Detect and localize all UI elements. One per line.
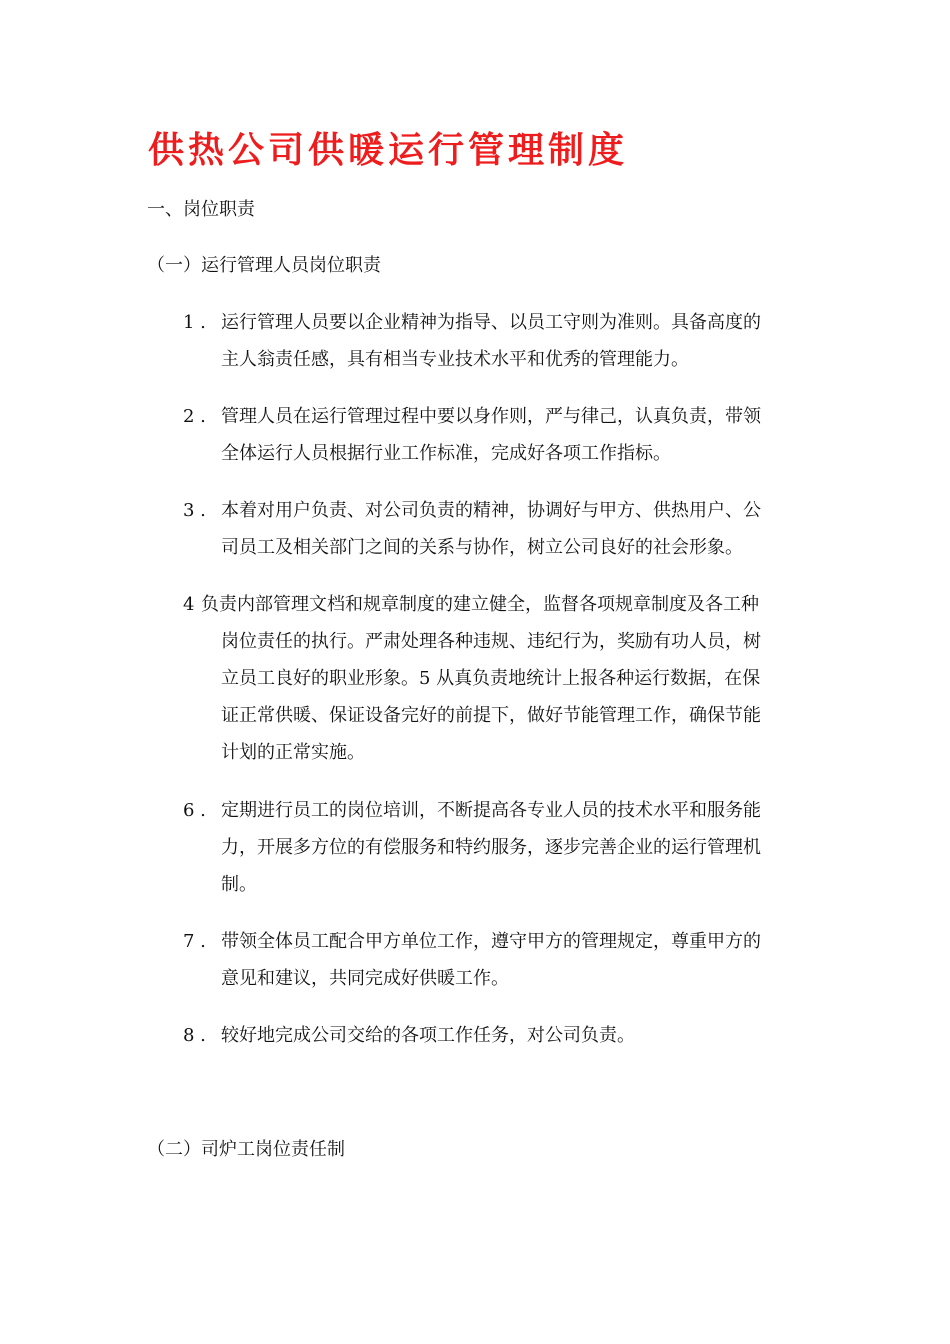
item-number: 1 . <box>183 312 206 333</box>
item-number: 4 <box>183 594 195 615</box>
list-item <box>183 304 798 378</box>
item-text-line: 制。 <box>221 874 257 895</box>
item-text-line: 负责内部管理文档和规章制度的建立健全，监督各项规章制度及各工种 <box>201 594 759 615</box>
subsection-heading-boiler-operator: （二）司炉工岗位责任制 <box>147 1139 345 1160</box>
item-text-line: 司员工及相关部门之间的关系与协作，树立公司良好的社会形象。 <box>221 537 743 558</box>
item-text-line: 主人翁责任感，具有相当专业技术水平和优秀的管理能力。 <box>221 349 689 370</box>
list-item <box>183 923 798 997</box>
list-item <box>183 792 798 903</box>
item-text-line: 较好地完成公司交给的各项工作任务，对公司负责。 <box>221 1025 635 1046</box>
item-number: 7 . <box>183 931 206 952</box>
subsection-heading-management-staff: （一）运行管理人员岗位职责 <box>147 255 381 276</box>
item-number: 3 . <box>183 500 206 521</box>
item-number: 6 . <box>183 800 206 821</box>
list-item <box>183 1017 798 1054</box>
item-text-line: 管理人员在运行管理过程中要以身作则，严与律己，认真负责，带领 <box>221 406 761 427</box>
list-item <box>183 586 798 771</box>
item-text-line: 定期进行员工的岗位培训，不断提高各专业人员的技术水平和服务能 <box>221 800 761 821</box>
item-number: 8 . <box>183 1025 206 1046</box>
item-text-line: 证正常供暖、保证设备完好的前提下，做好节能管理工作，确保节能 <box>221 705 761 726</box>
item-text-line: 带领全体员工配合甲方单位工作，遵守甲方的管理规定，尊重甲方的 <box>221 931 761 952</box>
section-heading-job-duties: 一、岗位职责 <box>147 199 255 220</box>
item-text-line: 岗位责任的执行。严肃处理各种违规、违纪行为，奖励有功人员，树 <box>221 631 761 652</box>
item-text-line: 运行管理人员要以企业精神为指导、以员工守则为准则。具备高度的 <box>221 312 761 333</box>
item-text-line: 立员工良好的职业形象。5 从真负责地统计上报各种运行数据，在保 <box>221 668 761 689</box>
item-text-line: 计划的正常实施。 <box>221 742 365 763</box>
item-text-line: 意见和建议，共同完成好供暖工作。 <box>221 968 509 989</box>
item-text-line: 力，开展多方位的有偿服务和特约服务，逐步完善企业的运行管理机 <box>221 837 761 858</box>
list-item <box>183 492 798 566</box>
document-title: 供热公司供暖运行管理制度 <box>148 130 629 171</box>
item-text-line: 本着对用户负责、对公司负责的精神，协调好与甲方、供热用户、公 <box>221 500 761 521</box>
list-item <box>183 398 798 472</box>
item-number: 2 . <box>183 406 206 427</box>
item-text-line: 全体运行人员根据行业工作标准，完成好各项工作指标。 <box>221 443 671 464</box>
